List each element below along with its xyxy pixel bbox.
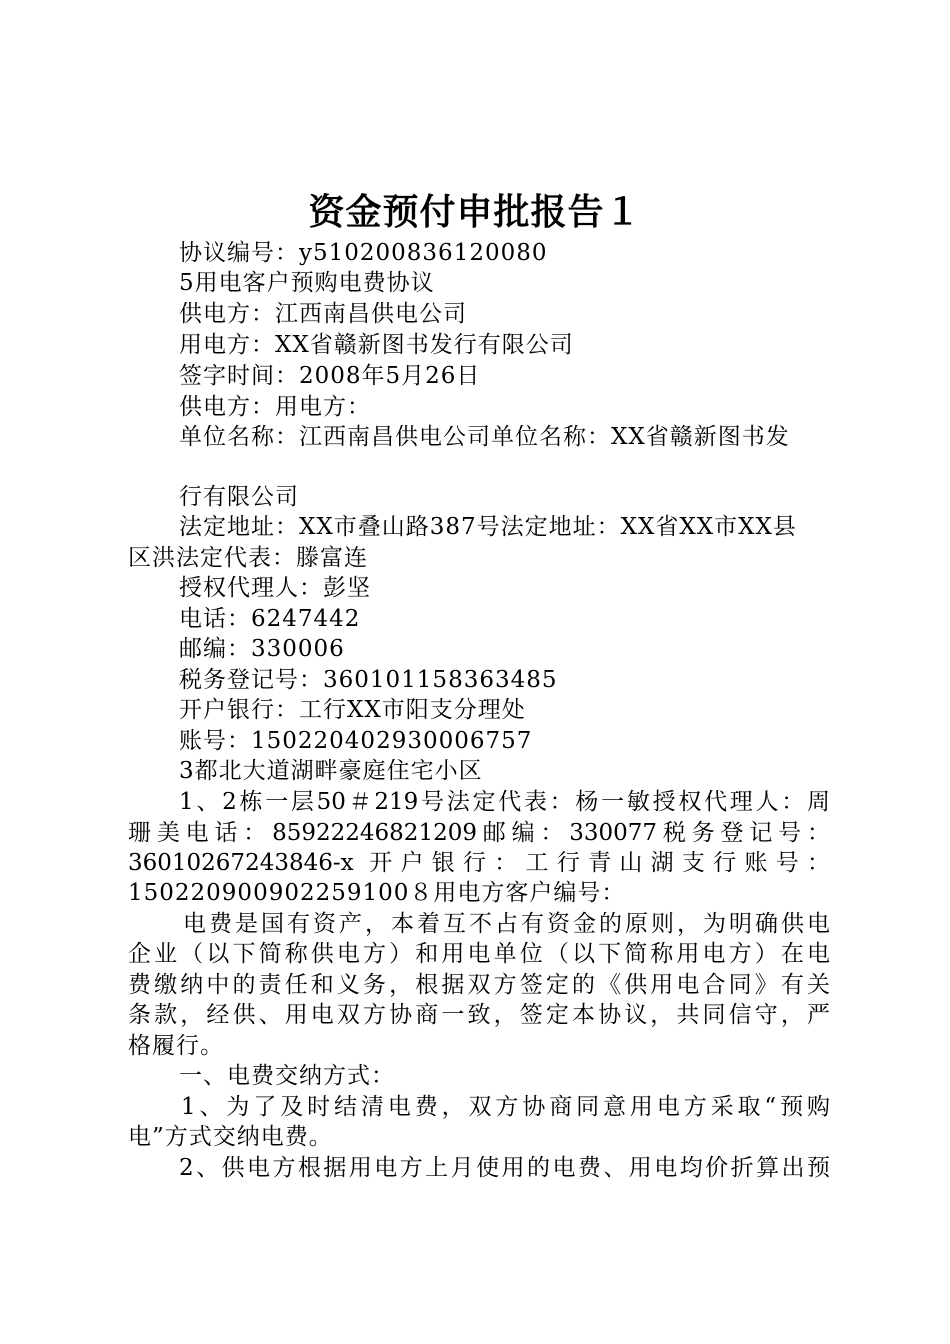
account-line: 账号：150220402930006757 (179, 728, 533, 754)
consumer-info-line-4: 150220900902259100８用电方客户编号： (128, 880, 626, 906)
paragraph-1-line-2: 企业（以下简称供电方）和用电单位（以下简称用电方）在电 (128, 941, 830, 967)
bank-line: 开户银行：工行XX市阳支分理处 (179, 697, 526, 723)
document-title: 资金预付申批报告１ (308, 191, 642, 233)
legal-address-line: 法定地址：XX市叠山路387号法定地址：XX省XX市XX县 (179, 514, 797, 540)
authorized-agent-line: 授权代理人：彭坚 (179, 575, 371, 601)
clause-1-line-1: 1、为了及时结清电费，双方协商同意用电方采取“预购 (181, 1094, 830, 1120)
paragraph-1-line-3: 费缴纳中的责任和义务，根据双方签定的《供用电合同》有关 (128, 972, 830, 998)
phone-line: 电话：6247442 (179, 606, 361, 632)
clause-2-line-1: 2、供电方根据用电方上月使用的电费、用电均价折算出预 (179, 1155, 830, 1181)
supplier-line: 供电方：江西南昌供电公司 (179, 301, 467, 327)
paragraph-1-line-1: 电费是国有资产，本着互不占有资金的原则，为明确供电 (183, 911, 830, 937)
consumer-info-line-1: 1、2栋一层50＃219号法定代表：杨一敏授权代理人：周 (179, 789, 830, 815)
unit-name-line: 单位名称：江西南昌供电公司单位名称：XX省赣新图书发 (179, 424, 790, 450)
agreement-number: 协议编号：y510200836120080 (179, 240, 548, 266)
postcode-line: 邮编：330006 (179, 636, 345, 662)
paragraph-1-line-5: 格履行。 (128, 1033, 224, 1059)
parties-header: 供电方：用电方： (179, 394, 371, 420)
tax-number-line: 税务登记号：360101158363485 (179, 667, 558, 693)
consumer-info-line-3: 36010267243846-x 开户银行：工行青山湖支行账号： (128, 850, 830, 876)
clause-1-line-2: 电”方式交纳电费。 (128, 1124, 333, 1150)
consumer-line: 用电方：XX省赣新图书发行有限公司 (179, 332, 574, 358)
consumer-info-line-2: 珊美电话：85922246821209邮编：330077税务登记号： (128, 820, 830, 846)
paragraph-1-line-4: 条款，经供、用电双方协商一致，签定本协议，共同信守，严 (128, 1002, 830, 1028)
agreement-name: 5用电客户预购电费协议 (179, 270, 435, 296)
signing-date: 签字时间：2008年5月26日 (179, 363, 481, 389)
unit-name-continued: 行有限公司 (179, 484, 299, 510)
address-line: 3都北大道湖畔豪庭住宅小区 (179, 758, 483, 784)
legal-representative-line: 区洪法定代表：滕富连 (128, 545, 368, 571)
section-heading-1: 一、电费交纳方式： (179, 1063, 395, 1089)
